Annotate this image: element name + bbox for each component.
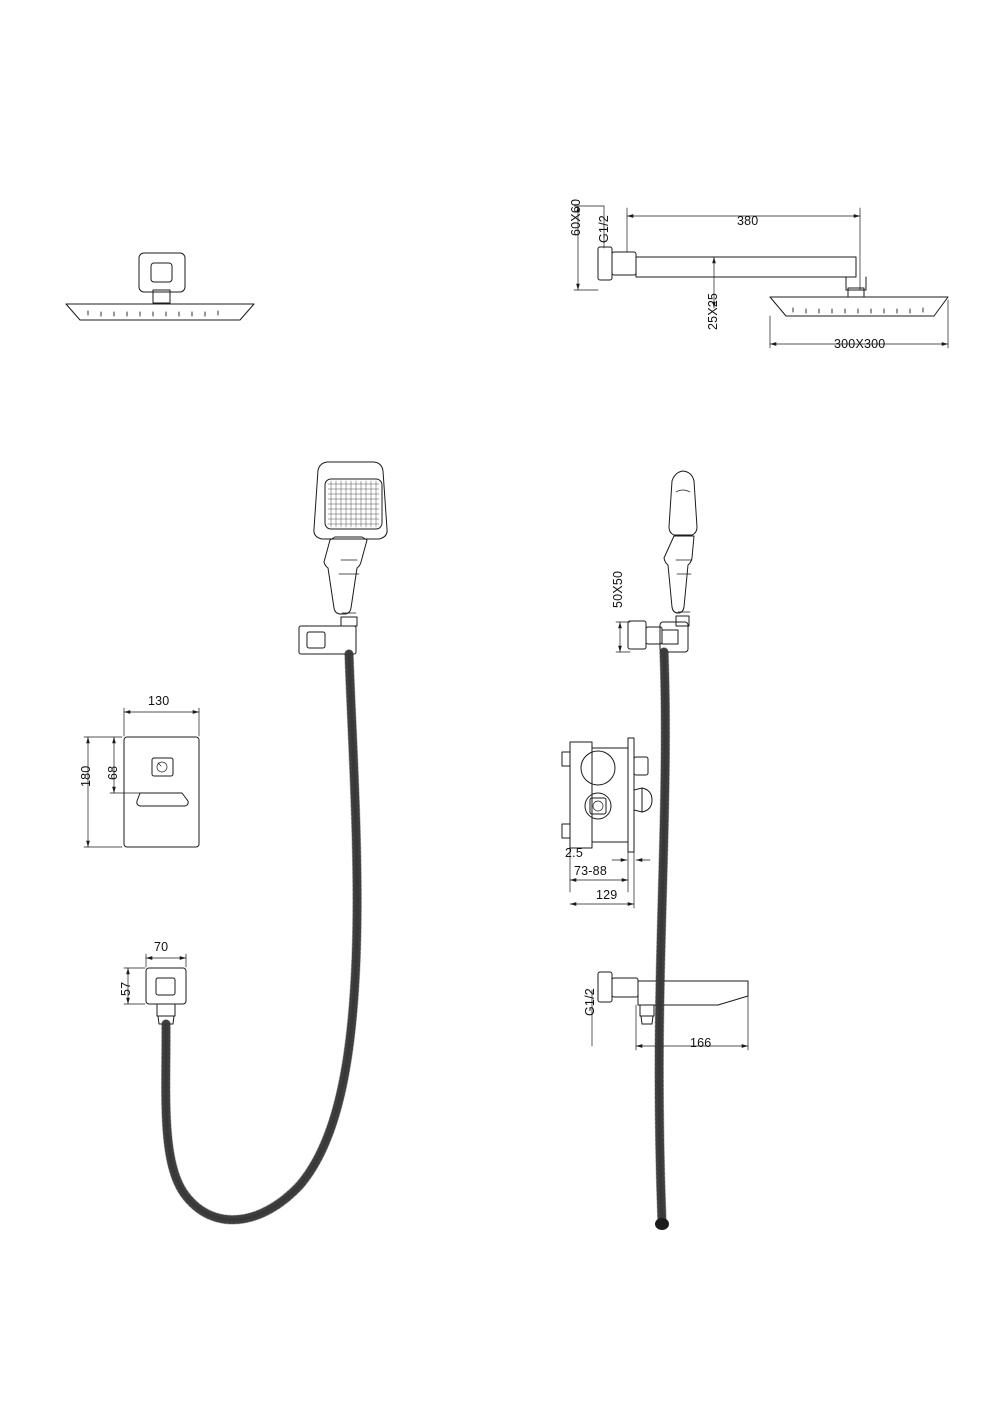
dim-70 (146, 954, 186, 967)
dim-label-50x50: 50X50 (611, 570, 625, 608)
wall-outlet-side (598, 972, 748, 1024)
concealed-mixer-front (124, 737, 199, 847)
dim-label-68: 68 (106, 765, 120, 780)
concealed-mixer-side (562, 738, 652, 852)
dim-label-73-88: 73-88 (574, 864, 607, 878)
dim-label-60x60: 60X60 (569, 198, 583, 236)
dim-label-57: 57 (119, 981, 133, 996)
dim-label-70: 70 (154, 940, 169, 954)
hand-shower-side (628, 471, 697, 652)
dim-130 (124, 708, 199, 736)
dim-label-25x25: 25X25 (706, 292, 720, 330)
wall-outlet-front (146, 968, 186, 1024)
dim-label-380: 380 (737, 214, 759, 228)
dim-2-5 (612, 852, 650, 864)
dim-180 (84, 737, 122, 847)
hand-shower-front (299, 462, 387, 654)
dim-label-129: 129 (596, 888, 618, 902)
dim-label-g12-spout: G1/2 (583, 988, 597, 1016)
dim-label-166: 166 (690, 1036, 712, 1050)
shower-hose-left (166, 654, 357, 1220)
dim-label-2-5: 2.5 (565, 846, 583, 860)
rain-shower-head-side (598, 247, 948, 316)
rain-shower-head-front (66, 253, 254, 320)
dim-label-130: 130 (148, 694, 170, 708)
dim-label-300x300: 300X300 (834, 337, 886, 351)
dim-label-g12-arm: G1/2 (597, 215, 611, 243)
dim-label-180: 180 (79, 765, 93, 787)
shower-hose-right (655, 652, 669, 1230)
